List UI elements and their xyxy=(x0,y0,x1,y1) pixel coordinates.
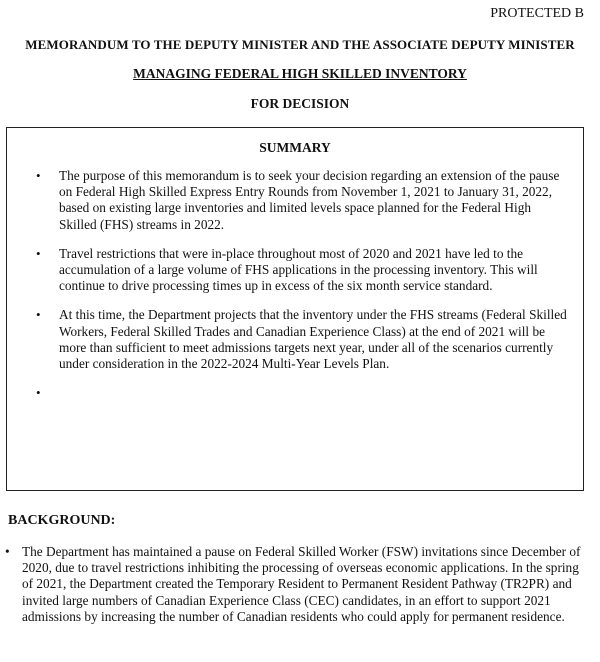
summary-box xyxy=(6,127,584,491)
memo-subject: MANAGING FEDERAL HIGH SKILLED INVENTORY xyxy=(133,66,467,81)
background-bullet xyxy=(0,544,590,625)
background-bullet-text: The Department has maintained a pause on Federal Skilled Worker (FSW) invitations since December of 2020, due to travel restrictions inhibiting the processing of overseas economic applications. In the spring of 2021, the Department created the Temporary Resident to Permanent Resident Pathway (TR2PR) and invited large numbers of Canadian Experience Class (CEC) candidates, in an effort to support 2021 admissions by increasing the number of Canadian residents who could apply for permanent residence. xyxy=(22,544,581,624)
background-heading: BACKGROUND: xyxy=(8,513,116,528)
summary-bullet-list xyxy=(7,168,583,414)
summary-bullet-text: The purpose of this memorandum is to seek your decision regarding an extension of the pause on Federal High Skilled Express Entry Rounds from November 1, 2021 to January 31, 2022, based on existing large inventories and limited levels space planned for the Federal High Skilled (FHS) streams in 2022. xyxy=(59,168,560,232)
summary-bullet xyxy=(7,246,583,295)
summary-bullet-text: At this time, the Department projects that the inventory under the FHS streams (Federal Skilled Workers, Federal Skilled Trades and Canadian Experience Class) at the end of 2021 will be more than sufficient to meet admissions targets next year, under all of the scenarios currently under consideration in the 2022-2024 Multi-Year Levels Plan. xyxy=(59,307,567,372)
classification-label: PROTECTED B xyxy=(490,6,584,21)
bullet-icon: • xyxy=(5,544,10,559)
bullet-icon: • xyxy=(36,245,41,261)
summary-bullet xyxy=(7,168,583,233)
summary-title: SUMMARY xyxy=(259,140,331,155)
summary-bullet-empty xyxy=(7,385,583,401)
summary-bullet xyxy=(7,307,583,372)
bullet-icon: • xyxy=(36,168,41,183)
memo-purpose: FOR DECISION xyxy=(250,96,350,111)
memo-recipient-line: MEMORANDUM TO THE DEPUTY MINISTER AND THE ASSOCIATE DEPUTY MINISTER xyxy=(25,37,575,52)
summary-bullet-text: Travel restrictions that were in-place throughout most of 2020 and 2021 have led to the accumulation of a large volume of FHS applications in the processing inventory. This will continue to drive processing times up in excess of the six month service standard. xyxy=(59,245,538,294)
bullet-icon: • xyxy=(36,307,41,323)
bullet-icon: • xyxy=(36,385,41,401)
